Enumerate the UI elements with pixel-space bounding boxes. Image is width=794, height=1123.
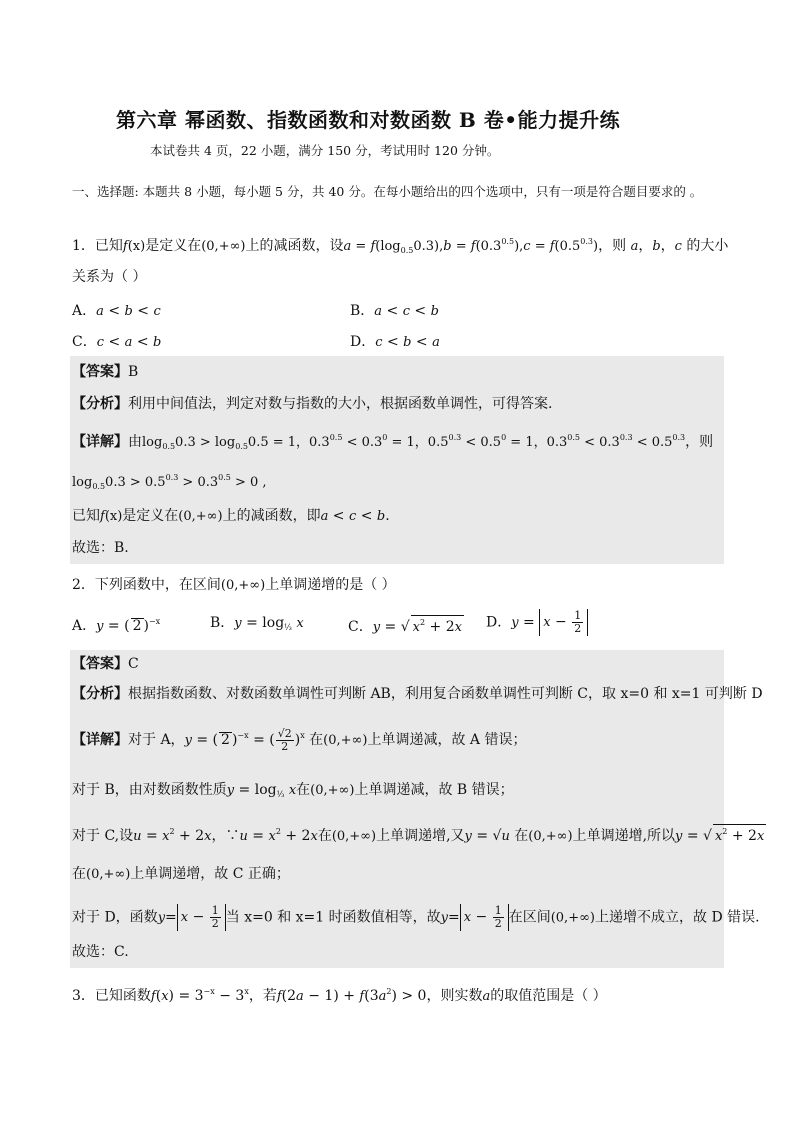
exam-info: 本试卷共 4 页，22 小题，满分 150 分，考试用时 120 分钟。	[150, 143, 500, 158]
q1-solution-box	[70, 356, 724, 564]
q1-option-b: B．a < c < b	[350, 303, 439, 319]
q2-option-c: C．y = √ $x^2 + 2x$	[348, 615, 464, 636]
q1-stem: 1．已知f(x)是定义在(0,+∞)上的减函数，设$a = f(\log_{0.5}0.3),b = f(0.3^{0.5}),c = f(0.5^{0.3})$，则 a，b，c 的大小	[72, 237, 729, 255]
q1-option-d: D．c < b < a	[350, 334, 440, 350]
q3-stem: 3．已知函数$f(x) = 3^{-x} - 3^x$，若$f(2a - 1) + f(3a^2) > 0$，则实数a的取值范围是（ ）	[72, 987, 607, 1004]
q2-detail-b: 对于 B，由对数函数性质$y = \log_{\frac{1}{3}} x$在(0,+∞)上单调递减，故 B 错误；	[72, 782, 514, 799]
q2-detail-d: 对于 D，函数y= x − $\frac{1}{2}$ 当 x=0 和 x=1 时函数值相等，故y= x − $\frac{1}{2}$ 在区间(0,+∞)上递增不成立，故 D 错误.	[72, 903, 760, 930]
q2-solution-box	[70, 650, 765, 968]
q2-choose: 故选：C.	[72, 944, 129, 960]
q2-option-a: A．y = ( 2 )$^{-x}$	[72, 617, 161, 634]
q2-option-d: D．y = x − $\frac{1}{2}$	[486, 609, 588, 636]
q1-stem-line2: 关系为（ ）	[72, 269, 147, 285]
q2-analysis: 【分析】根据指数函数、对数函数单调性可判断 AB，利用复合函数单调性可判断 C，取 x=0 和 x=1 可判断 D	[72, 686, 763, 702]
q1-detail: 【详解】由$\log_{0.5}0.3 > \log_{0.5}0.5 = 1$，$0.3^{0.5} < 0.3^0 = 1$，$0.5^{0.3} < 0.5^0 = 1$，$0.3^{0.5} < 0.3^{0.3} < 0.5^{0.3}$，则	[72, 433, 714, 451]
q1-answer: 【答案】B	[72, 364, 139, 380]
q2-detail-c2: 在(0,+∞)上单调递增，故 C 正确；	[72, 866, 290, 882]
q1-analysis: 【分析】利用中间值法，判定对数与指数的大小，根据函数单调性，可得答案.	[72, 396, 553, 412]
q1-option-c: C．c < a < b	[72, 334, 162, 350]
q1-detail-line3: 已知f(x)是定义在(0,+∞)上的减函数，即a < c < b.	[72, 508, 390, 524]
section-heading: 一、选择题: 本题共 8 小题，每小题 5 分，共 40 分。在每小题给出的四个选项中，只有一项是符合题目要求的 。	[72, 184, 703, 199]
q2-detail-a: 【详解】对于 A，y = ( 2 )$^{-x}$ = ( $\frac{√2}{2}$ )$^x$ 在(0,+∞)上单调递减，故 A 错误；	[72, 726, 527, 753]
q1-option-a: A．a < b < c	[72, 303, 161, 319]
q2-detail-c: 对于 C,设$u = x^2 + 2x$，∵u = $x^2 + 2x$在(0,+∞)上单调递增,又y = √u 在(0,+∞)上单调递增,所以y = √ $x^2 + 2x$	[72, 822, 766, 847]
q2-option-b: B．$y = \log_{\frac{1}{3}} x$	[210, 615, 304, 632]
page-title: 第六章 幂函数、指数函数和对数函数 B 卷•能力提升练	[116, 108, 621, 132]
q2-answer: 【答案】C	[72, 656, 139, 672]
q1-choose: 故选：B.	[72, 540, 129, 556]
q2-stem: 2．下列函数中，在区间(0,+∞)上单调递增的是（ ）	[72, 577, 396, 593]
q1-detail-line2: $\log_{0.5}0.3 > 0.5^{0.3} > 0.3^{0.5} > 0$ ,	[72, 473, 267, 491]
